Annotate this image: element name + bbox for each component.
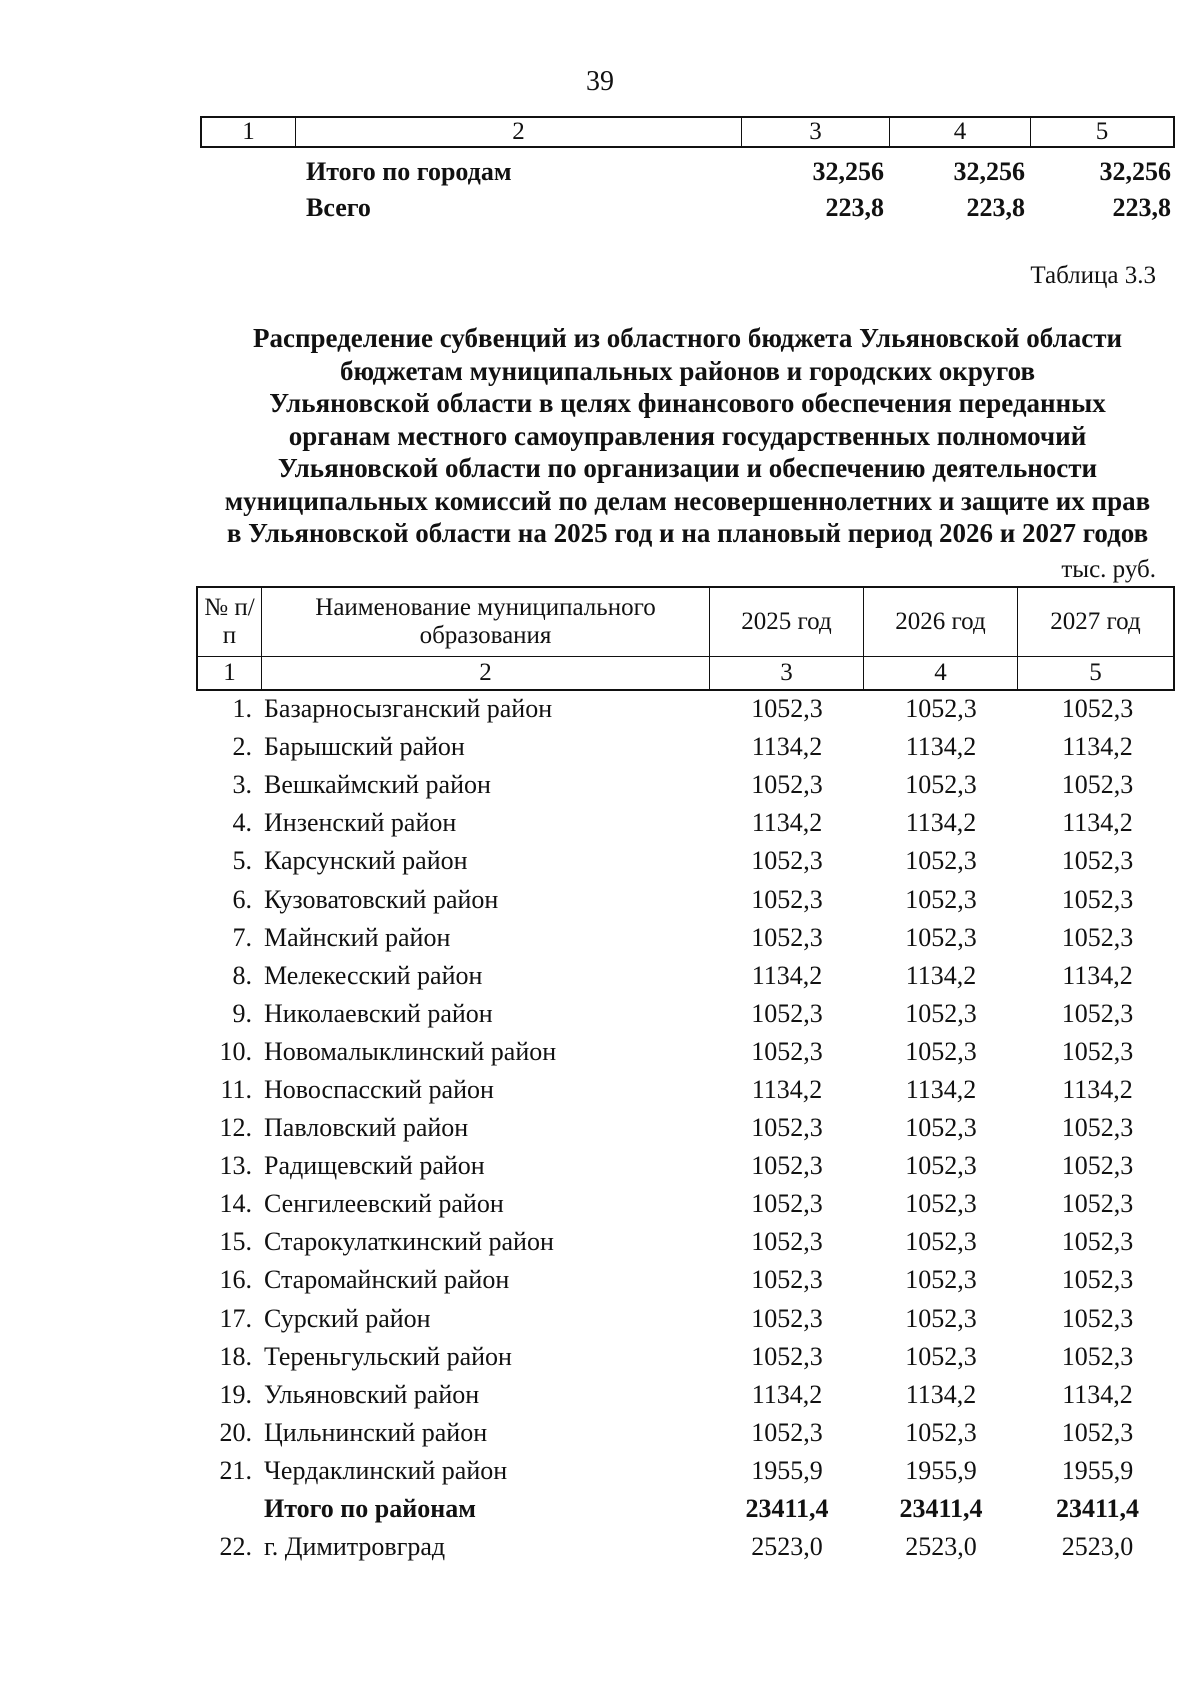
row-number: 22. [219, 1532, 252, 1562]
row-value-2026: 1134,2 [905, 732, 977, 762]
row-number: 3. [232, 770, 252, 800]
summary-label: Всего [306, 193, 371, 222]
title-line: бюджетам муниципальных районов и городских округов [339, 355, 1036, 386]
table-row [196, 1300, 1175, 1338]
title-line: Распределение субвенций из областного бюджета Ульяновской области [252, 323, 1123, 353]
row-name: Чердаклинский район [264, 1455, 508, 1485]
row-value-2025: 1052,3 [751, 1151, 823, 1181]
row-number: 17. [219, 1303, 252, 1333]
row-name: Сурский район [264, 1303, 431, 1333]
index-cell: 3 [710, 657, 864, 689]
row-value-2027: 2523,0 [1061, 1532, 1134, 1562]
row-value-2027: 1052,3 [1061, 998, 1134, 1028]
row-number: 13. [219, 1151, 252, 1181]
row-value-2025: 1052,3 [751, 770, 823, 800]
title-line: Ульяновской области в целях финансового обеспечения переданных [269, 388, 1106, 418]
row-value-2025: 1134,2 [751, 732, 823, 762]
table-row [196, 1414, 1175, 1452]
row-value-2025: 1134,2 [751, 960, 823, 990]
row-number: 18. [219, 1341, 252, 1371]
summary-row-total [200, 190, 1175, 226]
row-name: Николаевский район [264, 998, 493, 1028]
row-value-2026: 1134,2 [905, 1379, 977, 1409]
row-name: Мелекесский район [264, 960, 483, 990]
row-number: 10. [219, 1036, 252, 1066]
row-value-2026: 1134,2 [905, 1074, 977, 1104]
top-header-cell: 2 [296, 118, 742, 146]
row-value-2026: 1052,3 [905, 1227, 977, 1257]
row-number: 19. [219, 1379, 252, 1409]
table-row [196, 1376, 1175, 1414]
table-row [196, 995, 1175, 1033]
table-row [196, 1261, 1175, 1299]
row-value-2027: 1052,3 [1061, 1151, 1134, 1181]
row-number: 14. [219, 1189, 252, 1219]
index-row [198, 657, 1173, 689]
row-value-2027: 1052,3 [1061, 884, 1134, 914]
row-number: 1. [232, 694, 252, 724]
row-name: Радищевский район [264, 1151, 485, 1181]
row-value-2026: 1052,3 [905, 1036, 977, 1066]
summary-value: 223,8 [966, 193, 1025, 222]
row-name: Павловский район [264, 1113, 469, 1143]
header-num: № п/п [198, 588, 262, 656]
index-cell: 2 [262, 657, 710, 689]
row-name: Старомайнский район [264, 1265, 510, 1295]
index-cell: 4 [864, 657, 1018, 689]
row-value-2025: 1052,3 [751, 1113, 823, 1143]
row-number: 4. [232, 808, 252, 838]
row-value-2025: 1052,3 [751, 694, 823, 724]
row-name: Вешкаймский район [264, 770, 491, 800]
table-row [196, 766, 1175, 804]
row-value-2026: 1052,3 [905, 1151, 977, 1181]
row-value-2026: 1052,3 [905, 1341, 977, 1371]
row-value-2027: 1134,2 [1062, 732, 1133, 762]
row-value-2026: 1134,2 [905, 808, 977, 838]
row-name: Старокулаткинский район [264, 1227, 554, 1257]
row-name: Ульяновский район [264, 1379, 480, 1409]
summary-label: Итого по городам [306, 157, 512, 186]
table-row [196, 804, 1175, 842]
row-name: Майнский район [264, 922, 451, 952]
row-number: 12. [219, 1113, 252, 1143]
header-name: Наименование муниципального образования [262, 588, 710, 656]
summary-value: 223,8 [1112, 193, 1171, 222]
title-line: органам местного самоуправления государственных полномочий [288, 420, 1087, 451]
row-value-2026: 1052,3 [905, 1417, 977, 1447]
row-value-2026: 1052,3 [905, 694, 977, 724]
row-value-2027: 1052,3 [1061, 1341, 1134, 1371]
row-value-2025: 1052,3 [751, 1265, 823, 1295]
row-number: 15. [219, 1227, 252, 1257]
row-value-2025: 1052,3 [751, 1341, 823, 1371]
row-number: 20. [219, 1417, 252, 1447]
index-cell: 1 [198, 657, 262, 689]
main-table-header [196, 586, 1175, 691]
table-row [196, 1338, 1175, 1376]
row-name: Барышский район [264, 732, 465, 762]
row-value-2025: 1955,9 [751, 1455, 823, 1485]
row-value-2027: 1052,3 [1061, 1189, 1134, 1219]
row-value-2025: 2523,0 [751, 1532, 823, 1562]
row-value-2025: 1134,2 [751, 808, 823, 838]
row-value-2027: 1052,3 [1061, 694, 1134, 724]
row-name: Инзенский район [264, 808, 457, 838]
row-name: Карсунский район [264, 846, 468, 876]
units-label: тыс. руб. [1061, 556, 1156, 583]
row-value-2026: 1052,3 [905, 846, 977, 876]
row-value-2025: 1052,3 [751, 1227, 823, 1257]
row-name: Тереньгульский район [264, 1341, 512, 1371]
row-value-2026: 1134,2 [905, 960, 977, 990]
row-value-2027: 1052,3 [1061, 846, 1134, 876]
row-number: 8. [232, 960, 252, 990]
row-name: Новоспасский район [264, 1074, 494, 1104]
table-row [196, 957, 1175, 995]
table-row [196, 728, 1175, 766]
row-value-2027: 1052,3 [1061, 1227, 1134, 1257]
table-body [196, 690, 1175, 1566]
row-value-2026: 1052,3 [905, 1303, 977, 1333]
top-header-cell: 4 [890, 118, 1031, 146]
summary-value: 32,256 [953, 157, 1025, 186]
top-header-cell: 5 [1095, 118, 1109, 145]
row-name: г. Димитровград [264, 1532, 446, 1562]
row-value-2025: 1052,3 [751, 884, 823, 914]
table-row [196, 919, 1175, 957]
row-value-2026: 1052,3 [905, 1189, 977, 1219]
header-2026: 2026 год [864, 588, 1018, 656]
table-row [196, 1147, 1175, 1185]
table-row [196, 1490, 1175, 1528]
top-header-cell: 3 [742, 118, 890, 146]
row-value-2025: 1052,3 [751, 1036, 823, 1066]
row-value-2026: 1052,3 [905, 998, 977, 1028]
row-value-2025: 1052,3 [751, 1189, 823, 1219]
row-number: 21. [219, 1455, 252, 1485]
row-value-2026: 2523,0 [905, 1532, 977, 1562]
top-header-cell: 1 [202, 118, 296, 146]
row-value-2026: 1052,3 [905, 922, 977, 952]
row-number: 16. [219, 1265, 252, 1295]
summary-row-cities [200, 154, 1175, 190]
row-value-2025: 1052,3 [751, 922, 823, 952]
row-value-2027: 1052,3 [1061, 1113, 1134, 1143]
row-value-2026: 1955,9 [905, 1455, 977, 1485]
row-value-2026: 1052,3 [905, 770, 977, 800]
table-row [196, 690, 1175, 728]
table-row [196, 1528, 1175, 1566]
row-value-2027: 1052,3 [1061, 1265, 1134, 1295]
header-row [198, 588, 1173, 657]
row-value-2026: 23411,4 [899, 1494, 983, 1524]
row-value-2027: 1134,2 [1062, 808, 1133, 838]
summary-value: 32,256 [1099, 157, 1171, 186]
top-table-header [200, 116, 1175, 148]
row-value-2027: 23411,4 [1055, 1494, 1140, 1524]
row-value-2025: 1052,3 [751, 846, 823, 876]
row-name: Цильнинский район [264, 1417, 488, 1447]
row-name: Сенгилеевский район [264, 1189, 504, 1219]
row-value-2025: 1052,3 [751, 1417, 823, 1447]
row-value-2027: 1052,3 [1061, 922, 1134, 952]
table-row [196, 1185, 1175, 1223]
table-row [196, 1223, 1175, 1261]
row-value-2026: 1052,3 [905, 1113, 977, 1143]
table-row [196, 880, 1175, 918]
row-name: Новомалыклинский район [264, 1036, 557, 1066]
table-row [196, 1109, 1175, 1147]
row-value-2027: 1955,9 [1061, 1455, 1134, 1485]
title-line: муниципальных комиссий по делам несовершеннолетних и защите их прав [224, 485, 1151, 516]
row-value-2025: 1052,3 [751, 998, 823, 1028]
row-value-2027: 1052,3 [1061, 1303, 1134, 1333]
row-name: Кузоватовский район [264, 884, 499, 914]
summary-value: 223,8 [825, 193, 884, 222]
row-value-2027: 1052,3 [1061, 1417, 1134, 1447]
document-title [200, 322, 1175, 550]
row-number: 6. [232, 884, 252, 914]
row-value-2026: 1052,3 [905, 884, 977, 914]
table-row [196, 842, 1175, 880]
row-name: Итого по районам [264, 1494, 476, 1524]
summary-value: 32,256 [812, 157, 884, 186]
row-name: Базарносызганский район [264, 694, 553, 724]
table-label: Таблица 3.3 [1030, 262, 1156, 289]
row-value-2025: 1134,2 [751, 1379, 823, 1409]
table-row [196, 1071, 1175, 1109]
row-value-2027: 1134,2 [1062, 1379, 1133, 1409]
row-value-2027: 1134,2 [1062, 960, 1133, 990]
row-number: 5. [232, 846, 252, 876]
row-number: 9. [232, 998, 252, 1028]
table-row [196, 1452, 1175, 1490]
title-line: Ульяновской области по организации и обеспечению деятельности [277, 453, 1098, 483]
header-2025: 2025 год [710, 588, 864, 656]
row-value-2025: 1052,3 [751, 1303, 823, 1333]
index-cell: 5 [1089, 659, 1102, 686]
row-value-2027: 1052,3 [1061, 1036, 1134, 1066]
row-value-2026: 1052,3 [905, 1265, 977, 1295]
page-number: 39 [586, 66, 614, 97]
row-number: 2. [232, 732, 252, 762]
header-2027: 2027 год [1050, 608, 1141, 635]
row-number: 11. [220, 1074, 252, 1104]
row-number: 7. [232, 922, 252, 952]
row-value-2025: 23411,4 [745, 1494, 829, 1524]
row-value-2025: 1134,2 [751, 1074, 823, 1104]
title-line: в Ульяновской области на 2025 год и на плановый период 2026 и 2027 годов [226, 518, 1149, 548]
row-value-2027: 1134,2 [1062, 1074, 1133, 1104]
table-row [196, 1033, 1175, 1071]
row-value-2027: 1052,3 [1061, 770, 1134, 800]
